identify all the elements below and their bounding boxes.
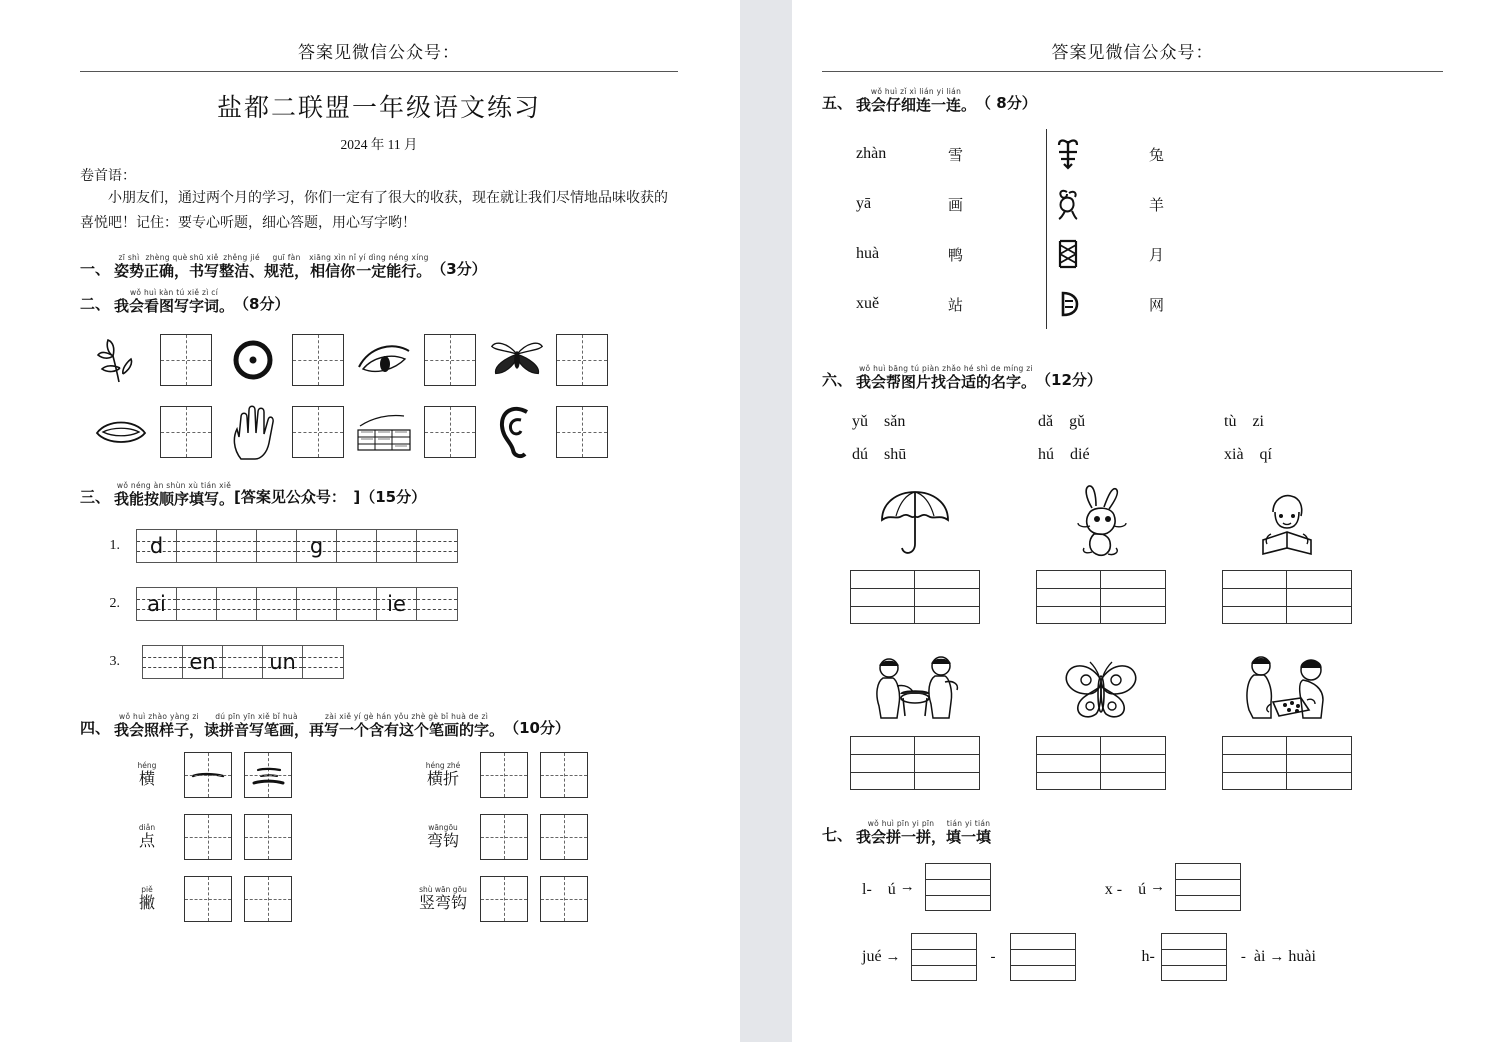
section-6 bbox=[822, 365, 1443, 790]
word-bank-item[interactable]: tù zi bbox=[1224, 413, 1264, 430]
stroke-hanzi: 弯钩 bbox=[426, 831, 459, 851]
ruby-group bbox=[114, 254, 144, 279]
stroke-hanzi: 竖弯钩 bbox=[418, 893, 467, 913]
ruby-pinyin: wǒ huì zhào yàng zi bbox=[119, 712, 200, 721]
tianzige-box[interactable] bbox=[292, 406, 344, 458]
tianzige-box[interactable] bbox=[556, 334, 608, 386]
moth-icon bbox=[486, 332, 548, 388]
stroke-row bbox=[406, 814, 600, 860]
picture-write-item bbox=[476, 332, 608, 388]
word-bank bbox=[822, 408, 1443, 464]
pinyin-cell[interactable] bbox=[417, 530, 457, 562]
tianzige-box[interactable] bbox=[184, 814, 232, 860]
ruby-hanzi: 填一填 bbox=[946, 827, 992, 846]
ruby-hanzi: 规范， bbox=[264, 261, 310, 280]
doc-date: 2024 年 11 月 bbox=[340, 137, 418, 152]
spell-prefix: x - ú bbox=[1104, 880, 1147, 898]
matching-item[interactable]: 月 bbox=[1149, 247, 1165, 264]
ruby-hanzi: 一定能行。 bbox=[356, 261, 432, 280]
stroke-row bbox=[406, 752, 600, 798]
pinyin-answer-cell[interactable] bbox=[915, 737, 979, 789]
ruby-group bbox=[856, 820, 946, 845]
butterfly-icon bbox=[1058, 642, 1144, 728]
stroke-row bbox=[110, 814, 380, 860]
pinyin-cell[interactable] bbox=[223, 646, 263, 678]
stroke-example-box bbox=[184, 752, 232, 798]
matching-item[interactable]: yā bbox=[856, 195, 872, 212]
page-gutter bbox=[740, 0, 792, 1042]
spell-unit bbox=[862, 863, 997, 911]
ruby-group bbox=[856, 88, 976, 113]
stroke-sample-box bbox=[244, 752, 292, 798]
ruby-group bbox=[114, 713, 204, 738]
row-number: 1. bbox=[109, 538, 120, 553]
matching-group-left bbox=[856, 129, 1040, 329]
picture-write-row bbox=[80, 332, 678, 388]
pinyin-cell[interactable] bbox=[303, 646, 343, 678]
stroke-label bbox=[406, 824, 480, 851]
tianzige-box[interactable] bbox=[540, 752, 588, 798]
stroke-pinyin: héng bbox=[137, 760, 157, 770]
arrow-icon: → bbox=[1269, 948, 1285, 965]
header-rule bbox=[822, 71, 1443, 72]
ruby-hanzi: 我会照样子， bbox=[114, 720, 205, 739]
section-6-number: 六、 bbox=[822, 371, 853, 389]
pinyin-cell[interactable]: un bbox=[263, 646, 303, 678]
ruby-pinyin: guī fàn bbox=[272, 253, 301, 262]
section-7-heading bbox=[822, 820, 1443, 845]
stroke-pinyin: piě bbox=[141, 884, 153, 894]
stroke-column-right bbox=[406, 752, 600, 922]
pinyin-answer-grid bbox=[1222, 570, 1352, 624]
section-3-bracket: [答案见公众号： ] bbox=[234, 488, 361, 506]
matching-item[interactable]: 羊 bbox=[1149, 197, 1165, 214]
pinyin-write-box[interactable] bbox=[1010, 933, 1076, 981]
stroke-label bbox=[406, 886, 480, 913]
ruby-hanzi: 书写 bbox=[189, 261, 220, 280]
pinyin-answer-cell[interactable] bbox=[851, 737, 915, 789]
rabbit-icon bbox=[1066, 476, 1136, 562]
umbrella-icon bbox=[876, 476, 954, 562]
page-header-note: 答案见微信公众号： bbox=[298, 43, 460, 62]
stroke-pinyin: wāngōu bbox=[428, 822, 458, 832]
stroke-practice-block bbox=[80, 752, 678, 922]
ruby-pinyin: wǒ huì pīn yi pīn bbox=[867, 819, 935, 828]
section-1-heading bbox=[80, 254, 678, 279]
plant-icon bbox=[90, 332, 152, 388]
hand-icon bbox=[222, 404, 284, 460]
section-1 bbox=[80, 254, 678, 279]
stroke-example-box[interactable] bbox=[480, 752, 528, 798]
arrow-icon: → bbox=[885, 948, 901, 965]
picture-name-item bbox=[822, 476, 1008, 624]
pinyin-cell[interactable] bbox=[177, 588, 217, 620]
section-5-heading bbox=[822, 88, 1443, 113]
stroke-example-box[interactable] bbox=[184, 876, 232, 922]
ruby-group bbox=[114, 482, 234, 507]
word-bank-item[interactable]: yǔ sǎn bbox=[852, 413, 906, 430]
pinyin-cell[interactable] bbox=[257, 530, 297, 562]
page-title: 盐都二联盟一年级语文练习 bbox=[216, 95, 541, 122]
section-6-points: （12分） bbox=[1036, 371, 1102, 389]
stroke-sample-box[interactable] bbox=[540, 752, 588, 798]
word-bank-item[interactable]: dú shū bbox=[852, 446, 907, 463]
pinyin-answer-grid bbox=[1222, 736, 1352, 790]
stroke-row bbox=[406, 876, 600, 922]
tianzige-box bbox=[244, 752, 292, 798]
stroke-sample-box[interactable] bbox=[540, 814, 588, 860]
pinyin-cell[interactable] bbox=[297, 588, 337, 620]
ruby-group bbox=[856, 365, 1036, 390]
section-4 bbox=[80, 713, 678, 922]
pinyin-order-row bbox=[80, 587, 678, 621]
section-4-heading bbox=[80, 713, 678, 738]
tianzige-box[interactable] bbox=[540, 876, 588, 922]
ruby-pinyin: zī shì bbox=[118, 253, 140, 262]
stroke-label bbox=[110, 886, 184, 913]
dash-separator: - bbox=[1240, 948, 1246, 965]
pinyin-answer-grid bbox=[850, 736, 980, 790]
section-2-points: （8分） bbox=[234, 295, 290, 313]
spell-row bbox=[822, 863, 1443, 911]
section-5-points: （ 8分） bbox=[976, 94, 1037, 112]
picture-name-item bbox=[1194, 642, 1380, 790]
tianzige-box[interactable] bbox=[480, 876, 528, 922]
spell-prefix: l- ú bbox=[862, 880, 896, 898]
ruby-group bbox=[309, 254, 356, 279]
tianzige-box[interactable] bbox=[244, 876, 292, 922]
picture-name-row bbox=[822, 642, 1443, 790]
spell-prefix: jué bbox=[862, 948, 882, 965]
spell-prefix: h- bbox=[1141, 948, 1155, 965]
pinyin-cell[interactable]: en bbox=[183, 646, 223, 678]
pinyin-answer-cell[interactable] bbox=[851, 571, 915, 623]
stroke-pinyin: héng zhé bbox=[425, 760, 461, 770]
section-1-number: 一、 bbox=[80, 260, 111, 278]
pinyin-grid bbox=[142, 645, 344, 679]
tianzige-box bbox=[184, 752, 232, 798]
oracle-moon-icon[interactable] bbox=[1053, 279, 1149, 329]
picture-name-item bbox=[1194, 476, 1380, 624]
stroke-sample-box[interactable] bbox=[540, 876, 588, 922]
picture-write-item bbox=[80, 404, 212, 460]
ruby-group bbox=[946, 820, 991, 845]
word-bank-row bbox=[852, 441, 1443, 464]
matching-divider bbox=[1046, 129, 1047, 329]
ruby-group bbox=[309, 713, 504, 738]
chess-children-icon bbox=[1237, 642, 1337, 728]
preface-body: 小朋友们，通过两个月的学习，你们一定有了很大的收获，现在就让我们尽情地品味收获的喜悦吧！记住：要专心听题，细心答题，用心写字哟！ bbox=[80, 191, 668, 231]
pinyin-cell[interactable] bbox=[417, 588, 457, 620]
picture-name-item bbox=[822, 642, 1008, 790]
ruby-pinyin: tián yi tián bbox=[946, 819, 991, 828]
spell-unit bbox=[1142, 933, 1316, 981]
stroke-label bbox=[110, 762, 184, 789]
word-bank-item[interactable]: dǎ gǔ bbox=[1038, 413, 1086, 430]
ruby-hanzi: 姿势 bbox=[114, 261, 145, 280]
pinyin-cell[interactable] bbox=[217, 588, 257, 620]
picture-write-item bbox=[476, 404, 608, 460]
word-bank-item[interactable]: hú dié bbox=[1038, 446, 1090, 463]
pinyin-write-box[interactable] bbox=[1175, 863, 1241, 911]
ruby-pinyin: zhěng jié bbox=[223, 253, 260, 262]
tianzige-box[interactable] bbox=[160, 406, 212, 458]
pinyin-cell[interactable] bbox=[337, 588, 377, 620]
stroke-hanzi: 横 bbox=[138, 769, 155, 789]
pinyin-grid bbox=[136, 529, 458, 563]
pinyin-answer-cell[interactable] bbox=[1037, 737, 1101, 789]
matching-item[interactable]: huà bbox=[856, 245, 880, 262]
section-5 bbox=[822, 88, 1443, 329]
tianzige-box[interactable] bbox=[556, 406, 608, 458]
section-7-number: 七、 bbox=[822, 826, 853, 844]
ruby-group bbox=[356, 254, 431, 279]
page-right bbox=[792, 0, 1495, 1042]
ruby-hanzi: 整洁、 bbox=[219, 261, 265, 280]
sun-icon bbox=[222, 332, 284, 388]
stroke-sample-box[interactable] bbox=[244, 876, 292, 922]
dash-separator: - bbox=[990, 948, 996, 965]
stroke-row bbox=[110, 876, 380, 922]
tianzige-box[interactable] bbox=[480, 752, 528, 798]
section-2-number: 二、 bbox=[80, 295, 111, 313]
tianzige-box[interactable] bbox=[244, 814, 292, 860]
pinyin-answer-cell[interactable] bbox=[1101, 571, 1165, 623]
matching-item[interactable]: 站 bbox=[948, 297, 964, 314]
ruby-pinyin: wǒ huì bāng tú piàn zhǎo hé shì de míng zi bbox=[859, 364, 1033, 373]
pinyin-answer-cell[interactable] bbox=[1223, 571, 1287, 623]
oracle-column bbox=[1053, 129, 1149, 329]
page-left bbox=[0, 0, 740, 1042]
spell-row bbox=[822, 933, 1443, 981]
section-4-number: 四、 bbox=[80, 719, 111, 737]
matching-item[interactable]: xuě bbox=[856, 295, 880, 312]
matching-item[interactable]: 雪 bbox=[948, 147, 964, 164]
section-3 bbox=[80, 482, 678, 679]
ruby-group bbox=[189, 254, 219, 279]
ruby-hanzi: 我会拼一拼， bbox=[856, 827, 947, 846]
pinyin-cell[interactable] bbox=[217, 530, 257, 562]
pinyin-cell[interactable]: ie bbox=[377, 588, 417, 620]
pinyin-cell[interactable] bbox=[337, 530, 377, 562]
stroke-example-box[interactable] bbox=[184, 814, 232, 860]
spell-unit bbox=[1105, 863, 1247, 911]
pinyin-write-box[interactable] bbox=[1161, 933, 1227, 981]
stroke-hanzi: 横折 bbox=[426, 769, 459, 789]
ruby-pinyin: zài xiě yí gè hán yǒu zhè gè bǐ huà de zì bbox=[325, 712, 489, 721]
ruby-pinyin: xiāng xìn nǐ bbox=[309, 253, 357, 262]
ruby-hanzi: 我能按顺序填写。 bbox=[114, 489, 235, 508]
mouth-icon bbox=[90, 404, 152, 460]
section-3-points: （15分） bbox=[360, 488, 427, 506]
picture-write-item bbox=[212, 332, 344, 388]
stroke-hanzi: 点 bbox=[138, 831, 155, 851]
matching-item[interactable]: zhàn bbox=[856, 145, 887, 162]
ruby-group bbox=[204, 713, 309, 738]
pinyin-order-row bbox=[80, 529, 678, 563]
pinyin-cell[interactable] bbox=[257, 588, 297, 620]
tianzige-box[interactable] bbox=[480, 814, 528, 860]
tianzige-box[interactable] bbox=[424, 334, 476, 386]
tianzige-box[interactable] bbox=[184, 876, 232, 922]
pinyin-answer-grid bbox=[850, 570, 980, 624]
pinyin-answer-cell[interactable] bbox=[1287, 737, 1351, 789]
eye-icon bbox=[354, 332, 416, 388]
ruby-hanzi: 我会看图写字词。 bbox=[114, 296, 235, 315]
section-2-heading bbox=[80, 289, 678, 314]
tianzige-box[interactable] bbox=[160, 334, 212, 386]
word-bank-item[interactable]: xià qí bbox=[1224, 446, 1272, 463]
pinyin-write-box[interactable] bbox=[925, 863, 991, 911]
ruby-pinyin: zhèng què bbox=[145, 253, 188, 262]
picture-name-item bbox=[1008, 476, 1194, 624]
ruby-hanzi: 读拼音写笔画， bbox=[204, 720, 310, 739]
section-1-points: （3分） bbox=[431, 260, 487, 278]
matching-item[interactable]: 画 bbox=[948, 197, 964, 214]
ruby-pinyin: dú pīn yīn xiě bǐ huà bbox=[215, 712, 298, 721]
tianzige-box[interactable] bbox=[540, 814, 588, 860]
ruby-hanzi: 正确， bbox=[144, 261, 190, 280]
ruby-hanzi: 我会仔细连一连。 bbox=[856, 95, 977, 114]
section-3-number: 三、 bbox=[80, 488, 111, 506]
preface-label: 卷首语： bbox=[80, 169, 136, 184]
oracle-sheep-icon[interactable] bbox=[1053, 129, 1149, 179]
ruby-hanzi: 相信你 bbox=[310, 261, 356, 280]
pinyin-answer-cell[interactable] bbox=[1037, 571, 1101, 623]
matching-word-column bbox=[948, 129, 1040, 329]
drum-children-icon bbox=[867, 642, 963, 728]
section-4-points: （10分） bbox=[504, 719, 570, 737]
matching-item[interactable]: 兔 bbox=[1149, 147, 1165, 164]
matching-target-column bbox=[1149, 129, 1229, 329]
picture-write-row bbox=[80, 404, 678, 460]
section-6-heading bbox=[822, 365, 1443, 390]
arrow-icon: → bbox=[1150, 878, 1166, 895]
stroke-row bbox=[110, 752, 380, 798]
pinyin-answer-cell[interactable] bbox=[915, 571, 979, 623]
ruby-hanzi: 我会帮图片找合适的名字。 bbox=[856, 372, 1037, 391]
pinyin-write-box[interactable] bbox=[911, 933, 977, 981]
arrow-icon: → bbox=[899, 878, 915, 895]
ear-icon bbox=[486, 404, 548, 460]
spell-unit bbox=[862, 933, 1082, 981]
spell-result: huài bbox=[1288, 948, 1316, 965]
stroke-pinyin: diǎn bbox=[138, 822, 156, 832]
pinyin-cell[interactable]: ai bbox=[137, 588, 177, 620]
ruby-pinyin: wǒ néng àn shùn xù tián xiě bbox=[116, 481, 232, 490]
pinyin-answer-cell[interactable] bbox=[1101, 737, 1165, 789]
picture-write-item bbox=[212, 404, 344, 460]
picture-write-item bbox=[344, 404, 476, 460]
ruby-pinyin: yí dìng néng xíng bbox=[358, 253, 429, 262]
pinyin-answer-cell[interactable] bbox=[1287, 571, 1351, 623]
stroke-hanzi: 撇 bbox=[138, 893, 155, 913]
field-icon bbox=[354, 404, 416, 460]
header-rule bbox=[80, 71, 678, 72]
pinyin-cell[interactable] bbox=[377, 530, 417, 562]
pinyin-cell[interactable]: d bbox=[137, 530, 177, 562]
pinyin-cell[interactable] bbox=[143, 646, 183, 678]
matching-item[interactable]: 网 bbox=[1149, 297, 1165, 314]
section-2 bbox=[80, 289, 678, 460]
picture-write-item bbox=[344, 332, 476, 388]
pinyin-answer-grid bbox=[1036, 736, 1166, 790]
pinyin-order-row bbox=[80, 645, 678, 679]
ruby-group bbox=[114, 289, 234, 314]
stroke-example-box[interactable] bbox=[480, 814, 528, 860]
section-3-heading bbox=[80, 482, 678, 507]
section-5-number: 五、 bbox=[822, 94, 853, 112]
stroke-pinyin: shù wān gōu bbox=[419, 884, 467, 894]
ruby-group bbox=[264, 254, 309, 279]
picture-name-item bbox=[1008, 642, 1194, 790]
matching-block bbox=[822, 129, 1443, 329]
tianzige-box[interactable] bbox=[424, 406, 476, 458]
pinyin-answer-cell[interactable] bbox=[1223, 737, 1287, 789]
stroke-label bbox=[406, 762, 480, 789]
oracle-rabbit-icon[interactable] bbox=[1053, 179, 1149, 229]
tianzige-box[interactable] bbox=[292, 334, 344, 386]
oracle-net-icon[interactable] bbox=[1053, 229, 1149, 279]
row-number: 3. bbox=[109, 654, 120, 669]
pinyin-grid bbox=[136, 587, 458, 621]
reading-child-icon bbox=[1249, 476, 1325, 562]
stroke-sample-box[interactable] bbox=[244, 814, 292, 860]
stroke-example-box[interactable] bbox=[480, 876, 528, 922]
matching-item[interactable]: 鸭 bbox=[948, 247, 964, 264]
ruby-pinyin: shū xiě bbox=[189, 253, 219, 262]
picture-write-item bbox=[80, 332, 212, 388]
ruby-group bbox=[144, 254, 189, 279]
word-bank-row bbox=[852, 408, 1443, 431]
pinyin-answer-grid bbox=[1036, 570, 1166, 624]
row-number: 2. bbox=[109, 596, 120, 611]
page-header-note: 答案见微信公众号： bbox=[1051, 43, 1214, 62]
pinyin-cell[interactable] bbox=[177, 530, 217, 562]
spell-mid: ài bbox=[1253, 948, 1266, 965]
ruby-pinyin: wǒ huì zǐ xì lián yi lián bbox=[870, 87, 962, 96]
stroke-label bbox=[110, 824, 184, 851]
ruby-group bbox=[219, 254, 264, 279]
matching-pinyin-column bbox=[856, 129, 948, 329]
pinyin-cell[interactable]: g bbox=[297, 530, 337, 562]
picture-name-row bbox=[822, 476, 1443, 624]
matching-group-right bbox=[1053, 129, 1229, 329]
ruby-pinyin: wǒ huì kàn tú xiě zì cí bbox=[129, 288, 219, 297]
stroke-column-left bbox=[110, 752, 380, 922]
ruby-hanzi: 再写一个含有这个笔画的字。 bbox=[309, 720, 505, 739]
section-7 bbox=[822, 820, 1443, 981]
